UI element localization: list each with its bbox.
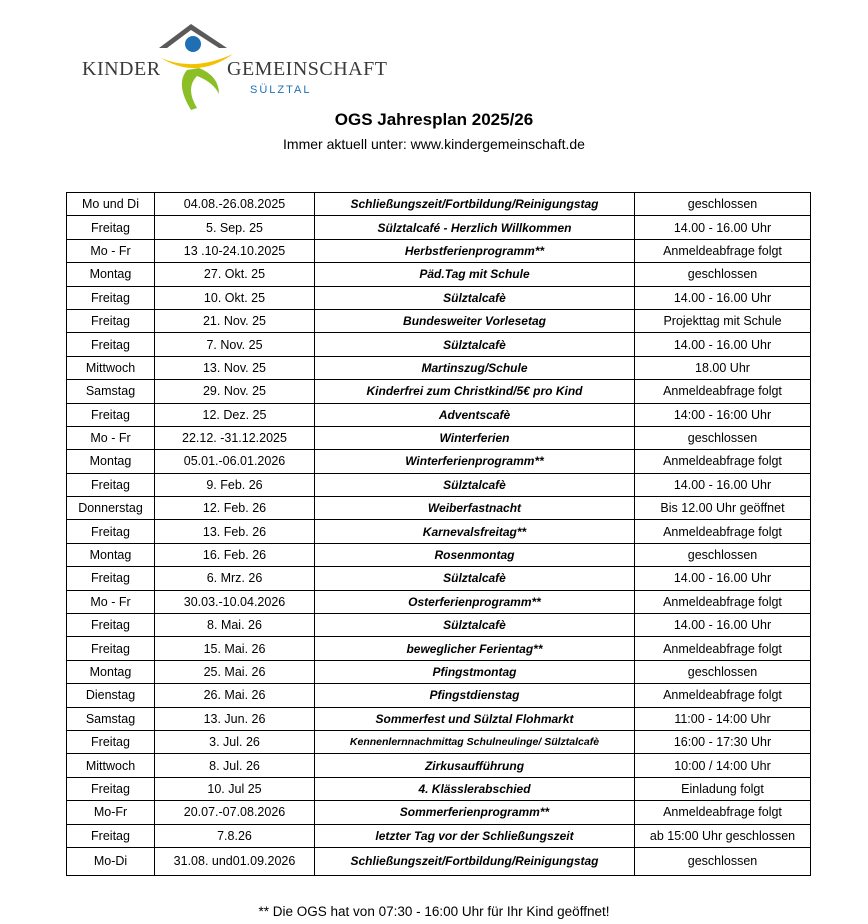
cell-event: Sülztalcafè <box>315 286 635 309</box>
table-row <box>67 754 811 777</box>
page-title: OGS Jahresplan 2025/26 <box>334 110 534 129</box>
cell-event: Karnevalsfreitag** <box>315 520 635 543</box>
cell-status: 18.00 Uhr <box>635 356 811 379</box>
cell-day: Mo - Fr <box>67 590 155 613</box>
cell-date: 30.03.-10.04.2026 <box>155 590 315 613</box>
cell-day: Dienstag <box>67 684 155 707</box>
cell-day: Samstag <box>67 380 155 403</box>
cell-date: 13. Nov. 25 <box>155 356 315 379</box>
cell-status: 14.00 - 16.00 Uhr <box>635 614 811 637</box>
cell-status: geschlossen <box>635 426 811 449</box>
cell-day: Mo und Di <box>67 193 155 216</box>
cell-date: 10. Okt. 25 <box>155 286 315 309</box>
cell-event: Sülztalcafè <box>315 333 635 356</box>
cell-date: 9. Feb. 26 <box>155 473 315 496</box>
table-row <box>67 707 811 730</box>
table-row <box>67 426 811 449</box>
cell-date: 31.08. und01.09.2026 <box>155 847 315 875</box>
table-row <box>67 590 811 613</box>
cell-day: Mo - Fr <box>67 426 155 449</box>
cell-date: 15. Mai. 26 <box>155 637 315 660</box>
table-row <box>67 216 811 239</box>
cell-day: Donnerstag <box>67 497 155 520</box>
cell-day: Montag <box>67 263 155 286</box>
table-row <box>67 777 811 800</box>
cell-date: 8. Jul. 26 <box>155 754 315 777</box>
cell-event: Sommerfest und Sülztal Flohmarkt <box>315 707 635 730</box>
table-row <box>67 614 811 637</box>
cell-day: Freitag <box>67 309 155 332</box>
logo-wordmark-left: KINDER <box>82 58 161 80</box>
cell-status: Anmeldeabfrage folgt <box>635 239 811 262</box>
table-row <box>67 520 811 543</box>
cell-status: 11:00 - 14:00 Uhr <box>635 707 811 730</box>
cell-day: Freitag <box>67 520 155 543</box>
cell-event: beweglicher Ferientag** <box>315 637 635 660</box>
cell-event: Sülztalcafè <box>315 567 635 590</box>
cell-event: Herbstferienprogramm** <box>315 239 635 262</box>
cell-day: Freitag <box>67 403 155 426</box>
cell-date: 21. Nov. 25 <box>155 309 315 332</box>
table-row <box>67 450 811 473</box>
table-row <box>67 263 811 286</box>
cell-event: Bundesweiter Vorlesetag <box>315 309 635 332</box>
cell-status: geschlossen <box>635 193 811 216</box>
cell-status: Projekttag mit Schule <box>635 309 811 332</box>
table-row <box>67 847 811 875</box>
table-row <box>67 403 811 426</box>
cell-day: Freitag <box>67 777 155 800</box>
cell-status: Einladung folgt <box>635 777 811 800</box>
cell-date: 3. Jul. 26 <box>155 730 315 753</box>
table-row <box>67 567 811 590</box>
table-row <box>67 824 811 847</box>
cell-date: 13 .10-24.10.2025 <box>155 239 315 262</box>
table-row <box>67 356 811 379</box>
cell-status: Anmeldeabfrage folgt <box>635 590 811 613</box>
cell-status: ab 15:00 Uhr geschlossen <box>635 824 811 847</box>
cell-day: Freitag <box>67 567 155 590</box>
cell-event: Sommerferienprogramm** <box>315 801 635 824</box>
table-row <box>67 730 811 753</box>
cell-event: letzter Tag vor der Schließungszeit <box>315 824 635 847</box>
cell-day: Freitag <box>67 824 155 847</box>
cell-day: Mittwoch <box>67 754 155 777</box>
cell-date: 8. Mai. 26 <box>155 614 315 637</box>
table-row <box>67 801 811 824</box>
cell-event: Winterferien <box>315 426 635 449</box>
cell-date: 04.08.-26.08.2025 <box>155 193 315 216</box>
table-row <box>67 380 811 403</box>
footnote: ** Die OGS hat von 07:30 - 16:00 Uhr für Ihr Kind geöffnet! <box>258 904 610 919</box>
cell-date: 05.01.-06.01.2026 <box>155 450 315 473</box>
table-row <box>67 497 811 520</box>
cell-event: Weiberfastnacht <box>315 497 635 520</box>
cell-event: Sülztalcafè <box>315 614 635 637</box>
cell-day: Montag <box>67 450 155 473</box>
cell-status: Anmeldeabfrage folgt <box>635 684 811 707</box>
cell-status: Anmeldeabfrage folgt <box>635 380 811 403</box>
cell-date: 22.12. -31.12.2025 <box>155 426 315 449</box>
cell-day: Freitag <box>67 333 155 356</box>
table-row <box>67 333 811 356</box>
cell-event: Pfingstmontag <box>315 660 635 683</box>
cell-event: Sülztalcafè <box>315 473 635 496</box>
table-row <box>67 286 811 309</box>
table-row <box>67 309 811 332</box>
table-row <box>67 637 811 660</box>
cell-date: 7.8.26 <box>155 824 315 847</box>
cell-status: Anmeldeabfrage folgt <box>635 801 811 824</box>
cell-day: Mittwoch <box>67 356 155 379</box>
cell-date: 26. Mai. 26 <box>155 684 315 707</box>
cell-date: 27. Okt. 25 <box>155 263 315 286</box>
cell-event: 4. Klässlerabschied <box>315 777 635 800</box>
cell-status: Bis 12.00 Uhr geöffnet <box>635 497 811 520</box>
cell-status: geschlossen <box>635 263 811 286</box>
logo-wordmark-right: GEMEINSCHAFT <box>227 58 388 80</box>
cell-date: 29. Nov. 25 <box>155 380 315 403</box>
cell-day: Freitag <box>67 730 155 753</box>
table-row <box>67 543 811 566</box>
cell-day: Samstag <box>67 707 155 730</box>
cell-date: 6. Mrz. 26 <box>155 567 315 590</box>
cell-status: 14.00 - 16.00 Uhr <box>635 286 811 309</box>
cell-date: 13. Feb. 26 <box>155 520 315 543</box>
cell-status: 16:00 - 17:30 Uhr <box>635 730 811 753</box>
cell-day: Montag <box>67 660 155 683</box>
cell-date: 10. Jul 25 <box>155 777 315 800</box>
cell-event: Zirkusaufführung <box>315 754 635 777</box>
cell-status: Anmeldeabfrage folgt <box>635 520 811 543</box>
cell-status: geschlossen <box>635 847 811 875</box>
cell-event: Päd.Tag mit Schule <box>315 263 635 286</box>
cell-event: Kennenlernnachmittag Schulneulinge/ Sülztalcafè <box>315 730 635 753</box>
logo-subtitle: SÜLZTAL <box>250 84 312 96</box>
cell-day: Mo - Fr <box>67 239 155 262</box>
cell-event: Sülztalcafé - Herzlich Willkommen <box>315 216 635 239</box>
table-row <box>67 660 811 683</box>
cell-date: 20.07.-07.08.2026 <box>155 801 315 824</box>
cell-status: 14.00 - 16.00 Uhr <box>635 216 811 239</box>
cell-event: Kinderfrei zum Christkind/5€ pro Kind <box>315 380 635 403</box>
cell-event: Winterferienprogramm** <box>315 450 635 473</box>
cell-date: 12. Feb. 26 <box>155 497 315 520</box>
table-row <box>67 239 811 262</box>
cell-status: 10:00 / 14:00 Uhr <box>635 754 811 777</box>
table-row <box>67 684 811 707</box>
cell-event: Adventscafè <box>315 403 635 426</box>
cell-status: Anmeldeabfrage folgt <box>635 637 811 660</box>
cell-event: Osterferienprogramm** <box>315 590 635 613</box>
logo-figure-icon <box>157 18 237 113</box>
cell-day: Mo-Fr <box>67 801 155 824</box>
cell-status: 14.00 - 16.00 Uhr <box>635 333 811 356</box>
cell-date: 7. Nov. 25 <box>155 333 315 356</box>
page-subtitle: Immer aktuell unter: www.kindergemeinschaft.de <box>283 136 585 152</box>
cell-day: Montag <box>67 543 155 566</box>
table-row <box>67 193 811 216</box>
table-row <box>67 473 811 496</box>
cell-day: Mo-Di <box>67 847 155 875</box>
cell-day: Freitag <box>67 286 155 309</box>
cell-status: geschlossen <box>635 543 811 566</box>
cell-date: 13. Jun. 26 <box>155 707 315 730</box>
cell-event: Rosenmontag <box>315 543 635 566</box>
cell-event: Schließungszeit/Fortbildung/Reinigungstag <box>315 847 635 875</box>
cell-event: Pfingstdienstag <box>315 684 635 707</box>
cell-day: Freitag <box>67 637 155 660</box>
cell-date: 12. Dez. 25 <box>155 403 315 426</box>
cell-day: Freitag <box>67 473 155 496</box>
cell-event: Schließungszeit/Fortbildung/Reinigungstag <box>315 193 635 216</box>
cell-day: Freitag <box>67 216 155 239</box>
cell-date: 5. Sep. 25 <box>155 216 315 239</box>
cell-status: geschlossen <box>635 660 811 683</box>
cell-date: 16. Feb. 26 <box>155 543 315 566</box>
schedule-table <box>66 192 811 876</box>
cell-status: 14:00 - 16:00 Uhr <box>635 403 811 426</box>
cell-status: 14.00 - 16.00 Uhr <box>635 567 811 590</box>
logo <box>82 18 422 118</box>
cell-date: 25. Mai. 26 <box>155 660 315 683</box>
cell-status: 14.00 - 16.00 Uhr <box>635 473 811 496</box>
cell-event: Martinszug/Schule <box>315 356 635 379</box>
cell-day: Freitag <box>67 614 155 637</box>
cell-status: Anmeldeabfrage folgt <box>635 450 811 473</box>
